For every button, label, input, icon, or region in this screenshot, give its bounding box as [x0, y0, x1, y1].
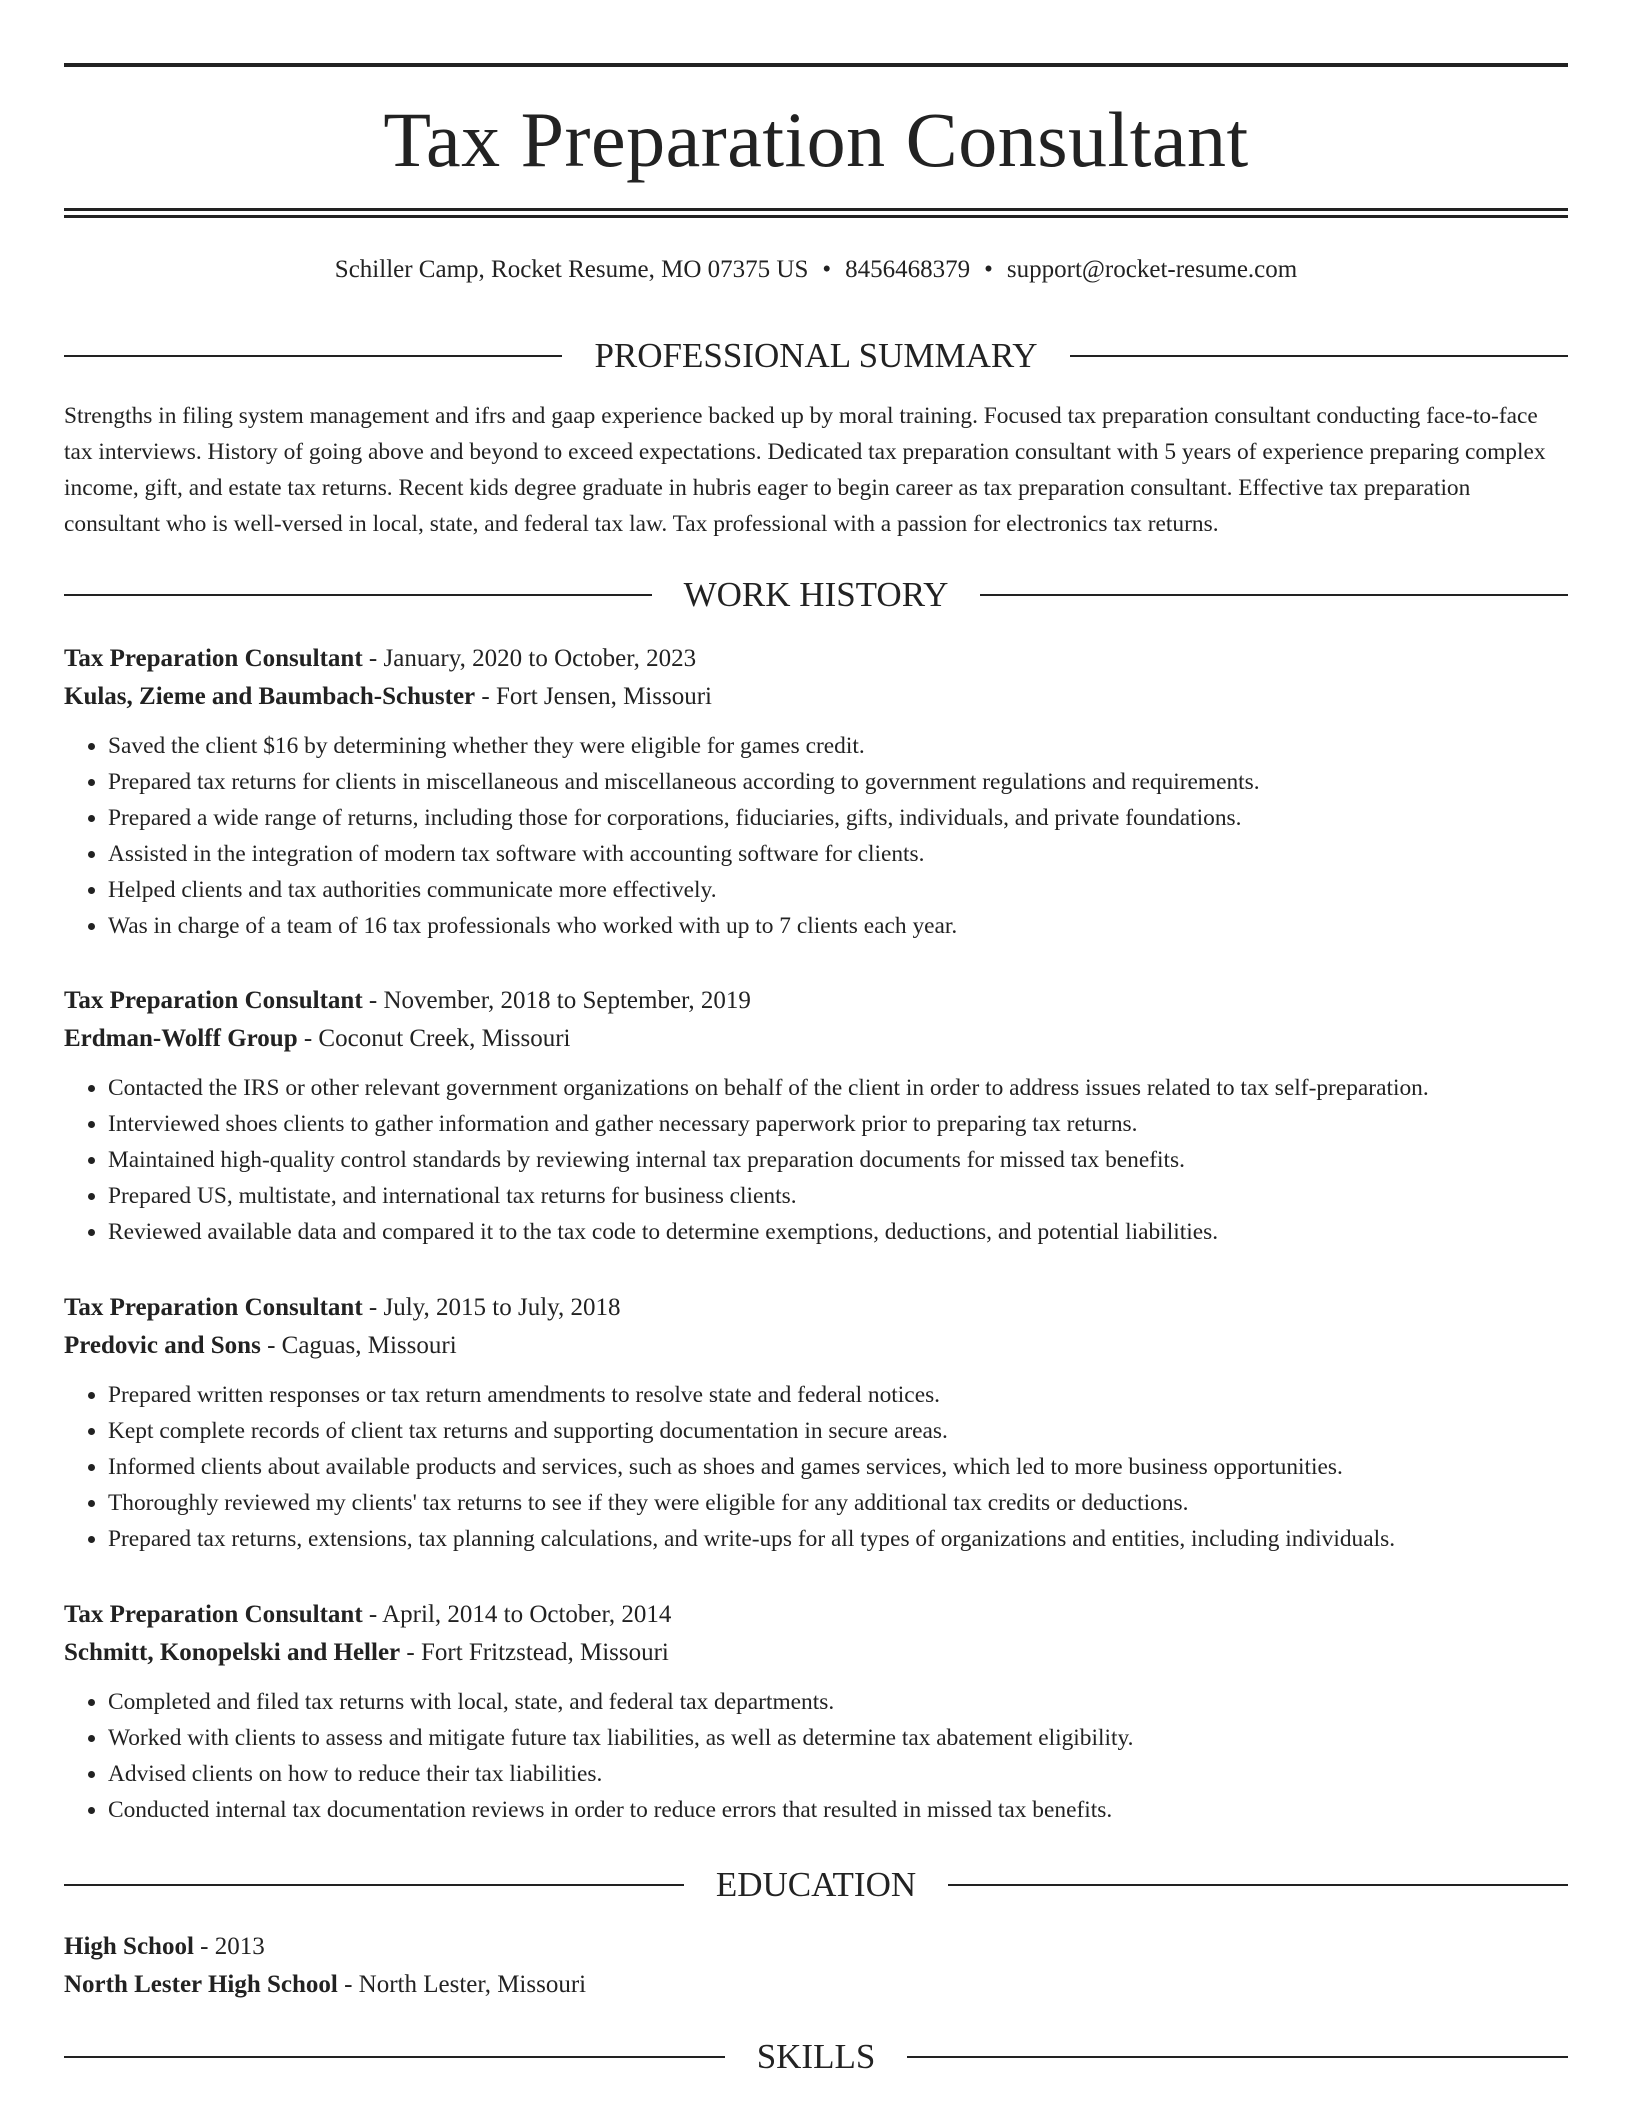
- section-heading-education: [64, 1863, 1568, 1907]
- section-heading-summary: [64, 334, 1568, 378]
- contact-address: Schiller Camp, Rocket Resume, MO 07375 US: [334, 256, 809, 283]
- heading-text: PROFESSIONAL SUMMARY: [594, 336, 1038, 375]
- list-item: • Saved the client $16 by determining whether they were eligible for games credit.: [108, 728, 1568, 764]
- job-bullets: [64, 1684, 1568, 1828]
- job-company: Kulas, Zieme and Baumbach-Schuster: [64, 683, 476, 710]
- job-dates: - November, 2018 to September, 2019: [362, 987, 751, 1014]
- list-item: • Prepared tax returns, extensions, tax planning calculations, and write-ups for all types of organizations and entities, including individuals.: [108, 1521, 1568, 1557]
- job-dates: - April, 2014 to October, 2014: [362, 1601, 672, 1628]
- job-title: Tax Preparation Consultant: [64, 1294, 363, 1321]
- job-title: Tax Preparation Consultant: [64, 987, 363, 1014]
- title-rule-lower: [64, 215, 1568, 218]
- job-entry-1: [64, 640, 1568, 944]
- education-location: - North Lester, Missouri: [337, 1971, 587, 1998]
- education-school: North Lester High School: [64, 1971, 338, 1998]
- contact-separator: •: [984, 256, 993, 283]
- list-item: • Thoroughly reviewed my clients' tax returns to see if they were eligible for any additional tax credits or deductions.: [108, 1485, 1568, 1521]
- list-item: • Prepared tax returns for clients in miscellaneous and miscellaneous according to government regulations and requirements.: [108, 764, 1568, 800]
- job-company: Predovic and Sons: [64, 1332, 261, 1359]
- contact-line: [64, 252, 1568, 288]
- section-heading-work: [64, 573, 1568, 617]
- heading-rule: [1070, 355, 1568, 357]
- job-location: - Fort Fritzstead, Missouri: [400, 1639, 669, 1666]
- list-item: • Assisted in the integration of modern tax software with accounting software for clients.: [108, 836, 1568, 872]
- heading-text: EDUCATION: [715, 1865, 917, 1904]
- list-item: • Prepared written responses or tax return amendments to resolve state and federal notices.: [108, 1377, 1568, 1413]
- job-bullets: [64, 1377, 1568, 1557]
- job-header: [64, 1596, 1568, 1634]
- list-item: • Contacted the IRS or other relevant government organizations on behalf of the client in order to address issues related to tax self-preparation.: [108, 1070, 1568, 1106]
- list-item: • Advised clients on how to reduce their tax liabilities.: [108, 1756, 1568, 1792]
- title-rule-upper: [64, 208, 1568, 211]
- job-location: - Coconut Creek, Missouri: [297, 1025, 571, 1052]
- list-item: • Was in charge of a team of 16 tax professionals who worked with up to 7 clients each year.: [108, 908, 1568, 944]
- section-heading-skills: [64, 2035, 1568, 2079]
- page-title: Tax Preparation Consultant: [383, 96, 1249, 183]
- education-degree: High School: [64, 1933, 194, 1960]
- contact-separator: •: [822, 256, 832, 283]
- list-item: • Completed and filed tax returns with local, state, and federal tax departments.: [108, 1684, 1568, 1720]
- heading-rule: [64, 355, 562, 357]
- job-title: Tax Preparation Consultant: [64, 1601, 363, 1628]
- list-item: • Reviewed available data and compared it to the tax code to determine exemptions, deductions, and potential liabilities.: [108, 1214, 1568, 1250]
- job-location: - Caguas, Missouri: [260, 1332, 457, 1359]
- heading-rule: [907, 2056, 1568, 2058]
- top-rule: [64, 63, 1568, 67]
- job-company: Erdman-Wolff Group: [64, 1025, 298, 1052]
- job-dates: - January, 2020 to October, 2023: [362, 645, 697, 672]
- summary-text: Strengths in filing system management and ifrs and gaap experience backed up by moral training. Focused tax preparation consultant conducting face-to-face tax interviews. History of going above and beyond to exceed expectations. Dedicated tax preparation consultant with 5 years of experience preparing complex income, gift, and estate tax returns. Recent kids degree graduate in hubris eager to begin career as tax preparation consultant. Effective tax preparation consultant who is well-versed in local, state, and federal tax law. Tax professional with a passion for electronics tax returns.: [64, 403, 1546, 537]
- job-title: Tax Preparation Consultant: [64, 645, 363, 672]
- job-company: Schmitt, Konopelski and Heller: [64, 1639, 401, 1666]
- heading-text: WORK HISTORY: [683, 575, 949, 614]
- job-employer: [64, 1634, 1568, 1672]
- heading-rule: [64, 2056, 725, 2058]
- job-entry-2: [64, 982, 1568, 1250]
- job-employer: [64, 1327, 1568, 1365]
- contact-email: support@rocket-resume.com: [1006, 256, 1298, 283]
- list-item: • Kept complete records of client tax returns and supporting documentation in secure areas.: [108, 1413, 1568, 1449]
- job-employer: [64, 1020, 1568, 1058]
- education-year: - 2013: [193, 1933, 265, 1960]
- education-school-line: [64, 1966, 1568, 2004]
- job-bullets: [64, 1070, 1568, 1250]
- contact-phone: 8456468379: [845, 256, 971, 283]
- job-bullets: [64, 728, 1568, 944]
- job-employer: [64, 678, 1568, 716]
- job-header: [64, 640, 1568, 678]
- job-header: [64, 982, 1568, 1020]
- job-location: - Fort Jensen, Missouri: [475, 683, 712, 710]
- education-entry: [64, 1928, 1568, 2004]
- job-entry-3: [64, 1289, 1568, 1557]
- list-item: • Prepared US, multistate, and international tax returns for business clients.: [108, 1178, 1568, 1214]
- list-item: • Interviewed shoes clients to gather information and gather necessary paperwork prior to preparing tax returns.: [108, 1106, 1568, 1142]
- job-dates: - July, 2015 to July, 2018: [362, 1294, 621, 1321]
- list-item: • Conducted internal tax documentation reviews in order to reduce errors that resulted in missed tax benefits.: [108, 1792, 1568, 1828]
- heading-rule: [64, 1884, 684, 1886]
- job-header: [64, 1289, 1568, 1327]
- list-item: • Worked with clients to assess and mitigate future tax liabilities, as well as determine tax abatement eligibility.: [108, 1720, 1568, 1756]
- list-item: • Prepared a wide range of returns, including those for corporations, fiduciaries, gifts, individuals, and private foundations.: [108, 800, 1568, 836]
- list-item: • Maintained high-quality control standards by reviewing internal tax preparation documents for missed tax benefits.: [108, 1142, 1568, 1178]
- list-item: • Informed clients about available products and services, such as shoes and games services, which led to more business opportunities.: [108, 1449, 1568, 1485]
- heading-rule: [948, 1884, 1568, 1886]
- heading-rule: [980, 594, 1568, 596]
- job-entry-4: [64, 1596, 1568, 1828]
- heading-rule: [64, 594, 652, 596]
- list-item: • Helped clients and tax authorities communicate more effectively.: [108, 872, 1568, 908]
- education-degree-line: [64, 1928, 1568, 1966]
- heading-text: SKILLS: [756, 2037, 876, 2076]
